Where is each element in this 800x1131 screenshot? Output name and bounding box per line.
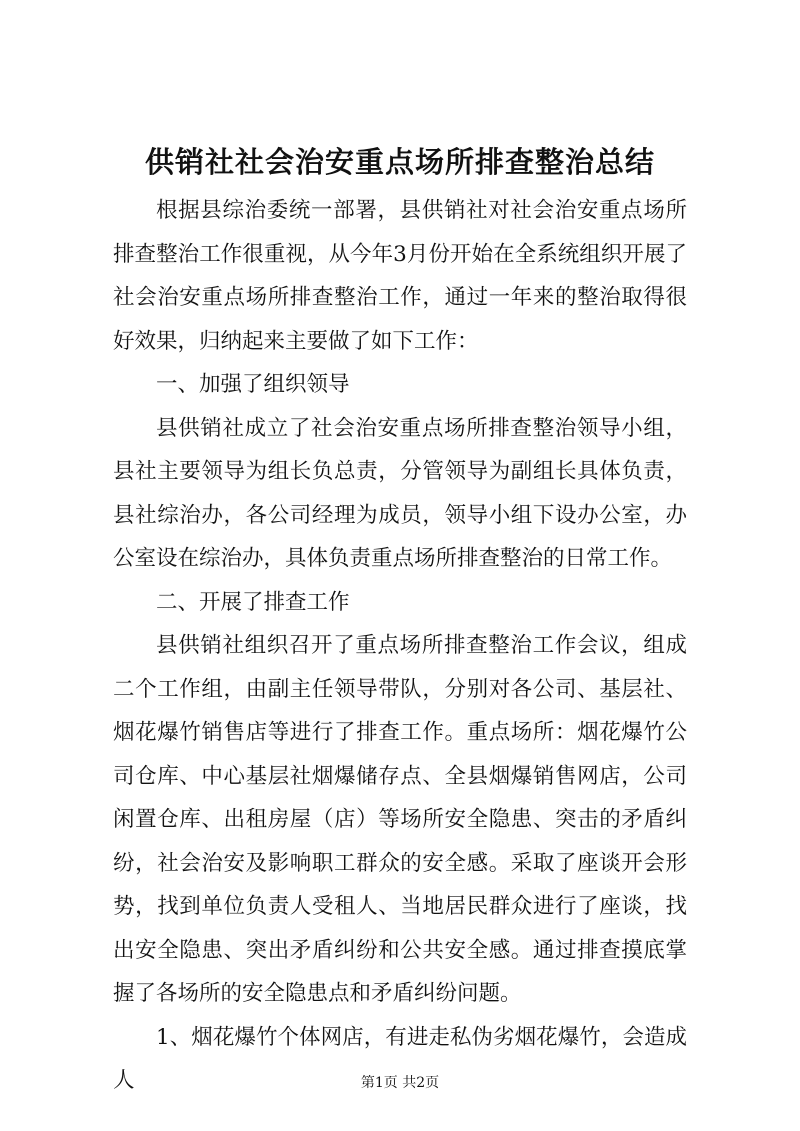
page-footer: 第1页 共2页 [360,1075,440,1091]
section-heading-1: 一、加强了组织领导 [156,372,350,397]
paragraph-section-2: 县供销社组织召开了重点场所排查整治工作会议，组成二个工作组，由副主任领导带队，分别对各公司、基层社、烟花爆竹销售店等进行了排查工作。重点场所：烟花爆竹公司仓库、中心基层社烟爆储存点、全县烟爆销售网店，公司闲置仓库、出租房屋（店）等场所安全隐患、突击的矛盾纠纷，社会治安及影响职工群众的安全感。采取了座谈开会形势，找到单位负责人受租人、当地居民群众进行了座谈，找出安全隐患、突出矛盾纠纷和公共安全感。通过排查摸底掌握了各场所的安全隐患点和矛盾纠纷问题。 [113,633,687,1006]
paragraph-intro: 根据县综治委统一部署，县供销社对社会治安重点场所排查整治工作很重视，从今年3月份开始在全系统组织开展了社会治安重点场所排查整治工作，通过一年来的整治取得很好效果，归纳起来主要做了如下工作： [113,198,687,354]
paragraph-item-1: 1、烟花爆竹个体网店，有进走私伪劣烟花爆竹，会造成人 [113,1024,687,1093]
section-heading-2: 二、开展了排查工作 [156,589,350,615]
document-body [113,189,687,1103]
document-title: 供销社社会治安重点场所排查整治总结 [144,145,655,179]
paragraph-section-1: 县供销社成立了社会治安重点场所排查整治领导小组，县社主要领导为组长负总责，分管领导为副组长具体负责，县社综治办，各公司经理为成员，领导小组下设办公室，办公室设在综治办，具体负责重点场所排查整治的日常工作。 [113,415,687,571]
